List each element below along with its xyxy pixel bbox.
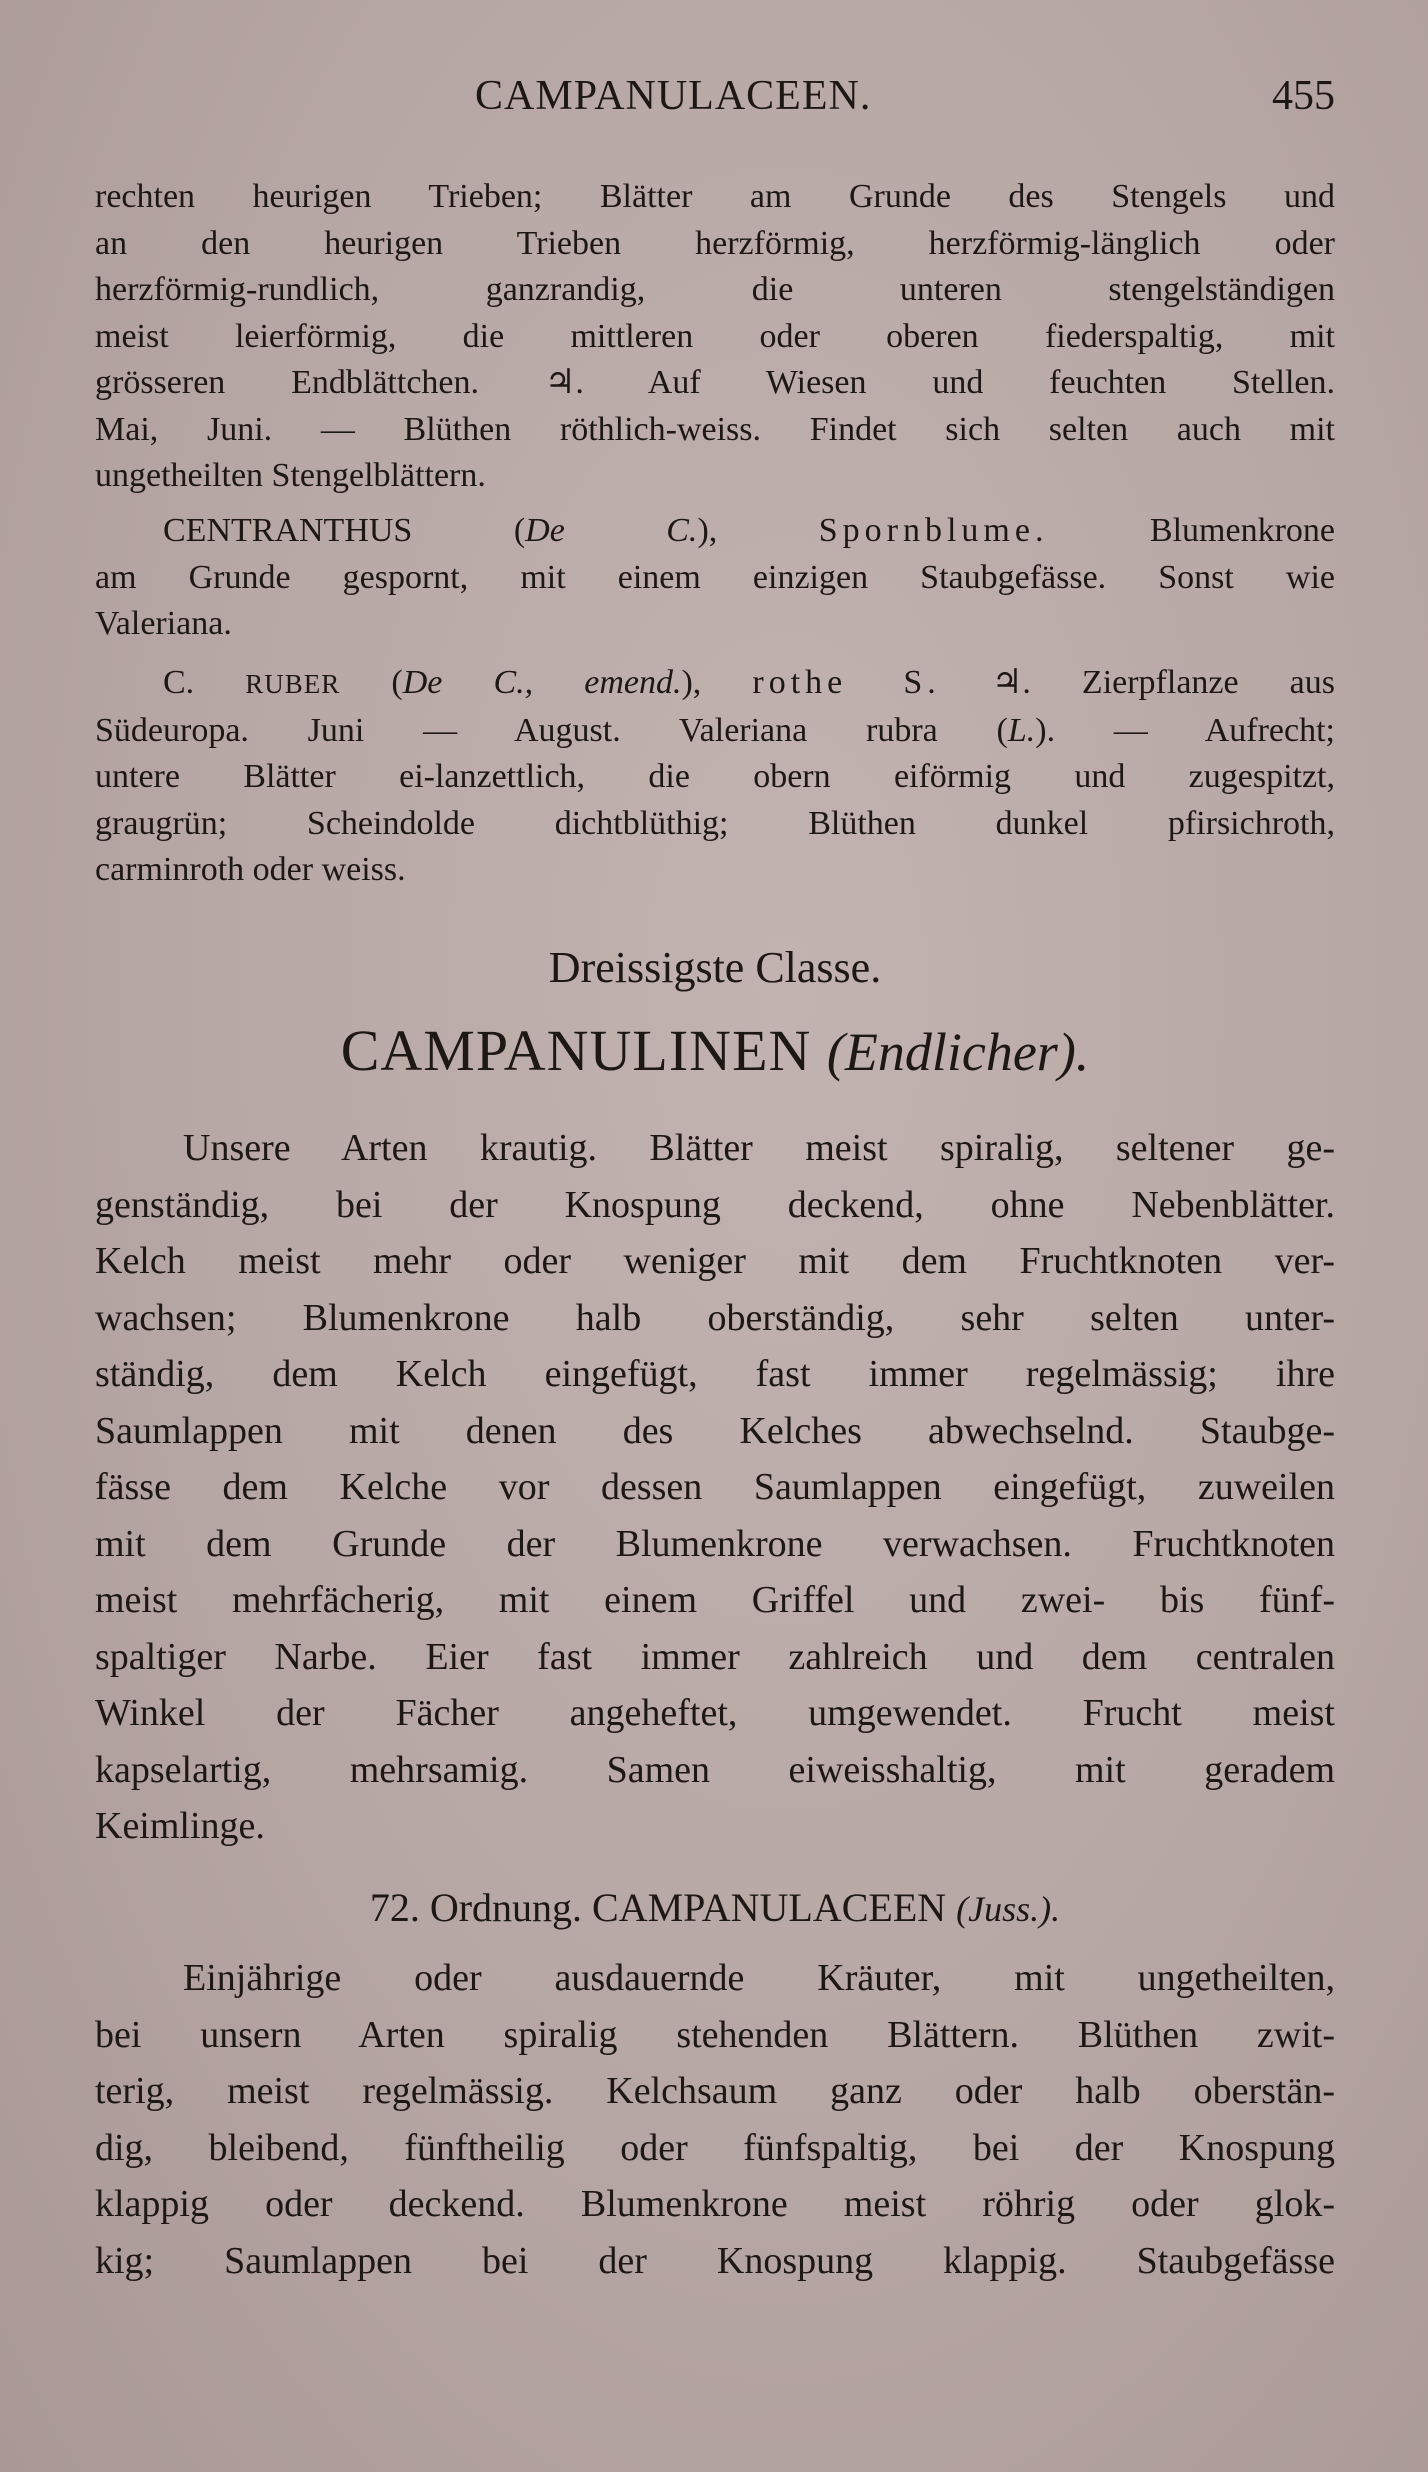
text-line: untere Blätter ei-lanzettlich, die obern eiförmig und zugespitzt, (95, 758, 1335, 795)
order-authority: (Juss.). (956, 1889, 1061, 1929)
class-heading: Dreissigste Classe. (548, 943, 882, 992)
family-name: CAMPANULINEN (340, 1018, 812, 1083)
order-name: 72. Ordnung. CAMPANULACEEN (369, 1885, 947, 1930)
text-line: an den heurigen Trieben herzförmig, herzförmig-länglich oder (95, 224, 1335, 262)
text-line: dig, bleibend, fünftheilig oder fünfspaltig, bei der Knospung (95, 2126, 1335, 2169)
order-heading (95, 1884, 1335, 1931)
text-line: bei unsern Arten spiralig stehenden Blättern. Blüthen zwit- (95, 2013, 1335, 2056)
family-authority: (Endlicher). (826, 1022, 1090, 1082)
text-line: herzförmig-rundlich, ganzrandig, die unteren stengelständigen (95, 271, 1335, 308)
text-line: Winkel der Fächer angeheftet, umgewendet. Frucht meist (95, 1692, 1335, 1734)
centranthus-ruber-entry (95, 660, 1335, 894)
text-line: kapselartig, mehrsamig. Samen eiweisshaltig, mit geradem (95, 1748, 1335, 1791)
text-line: Valeriana. (95, 605, 232, 642)
text-line: Mai, Juni. — Blüthen röthlich-weiss. Findet sich selten auch mit (95, 410, 1335, 448)
text-line: wachsen; Blumenkrone halb oberständig, sehr selten unter- (95, 1296, 1335, 1339)
text-line: fässe dem Kelche vor dessen Saumlappen eingefügt, zuweilen (95, 1466, 1335, 1508)
text-line: Saumlappen mit denen des Kelches abwechselnd. Staubge- (95, 1409, 1335, 1452)
text-line: klappig oder deckend. Blumenkrone meist röhrig oder glok- (95, 2183, 1335, 2225)
text-line: genständig, bei der Knospung deckend, ohne Nebenblätter. (95, 1183, 1335, 1226)
text-line: carminroth oder weiss. (95, 851, 406, 888)
text-line: rechten heurigen Trieben; Blätter am Grunde des Stengels und (95, 178, 1335, 215)
text-line: Einjährige oder ausdauernde Kräuter, mit ungetheilten, (183, 1957, 1335, 1999)
genus-common-name: Spornblume. (818, 512, 1049, 549)
page-header (95, 72, 1335, 132)
text-line: spaltiger Narbe. Eier fast immer zahlreich und dem centralen (95, 1635, 1335, 1678)
genus-line: CENTRANTHUS (De C.), Spornblume. Blumenkrone (163, 512, 1335, 549)
text-line: graugrün; Scheindolde dichtblüthig; Blüthen dunkel pfirsichroth, (95, 804, 1335, 842)
text-line: grösseren Endblättchen. ♃. Auf Wiesen und feuchten Stellen. (95, 364, 1335, 401)
text-line: terig, meist regelmässig. Kelchsaum ganz oder halb oberstän- (95, 2070, 1335, 2112)
species-common-name: rothe S. (752, 664, 941, 701)
centranthus-genus-entry (95, 508, 1335, 648)
text-line: meist mehrfächerig, mit einem Griffel und zwei- bis fünf- (95, 1579, 1335, 1621)
text-line: ungetheilten Stengelblättern. (95, 457, 486, 494)
family-description (95, 1120, 1335, 1855)
text-line: mit dem Grunde der Blumenkrone verwachsen. Fruchtknoten (95, 1522, 1335, 1565)
text-line: ständig, dem Kelch eingefügt, fast immer regelmässig; ihre (95, 1353, 1335, 1395)
text-line: Kelch meist mehr oder weniger mit dem Fruchtknoten ver- (95, 1240, 1335, 1282)
genus-authority: De C. (525, 512, 698, 549)
running-title: CAMPANULACEEN. (475, 73, 872, 119)
text-line: Unsere Arten krautig. Blätter meist spiralig, seltener ge- (183, 1127, 1335, 1169)
family-heading (95, 1017, 1335, 1084)
order-description (95, 1950, 1335, 2289)
page-number: 455 (1272, 73, 1335, 119)
genus-name: CENTRANTHUS (163, 512, 413, 549)
text-line: meist leierförmig, die mittleren oder oberen fiederspaltig, mit (95, 317, 1335, 355)
text-line: Keimlinge. (95, 1805, 265, 1847)
species-line: C. RUBER (De C., emend.), rothe S. ♃. Zierpflanze aus (163, 664, 1336, 701)
text-line: kig; Saumlappen bei der Knospung klappig. Staubgefässe (95, 2239, 1335, 2282)
species-name: RUBER (245, 669, 341, 699)
species-authority: De C., emend. (402, 664, 682, 701)
text-line: Südeuropa. Juni — August. Valeriana rubra (L.). — Aufrecht; (95, 711, 1335, 749)
valeriana-continuation (95, 174, 1335, 500)
text-line: am Grunde gespornt, mit einem einzigen Staubgefässe. Sonst wie (95, 558, 1335, 596)
